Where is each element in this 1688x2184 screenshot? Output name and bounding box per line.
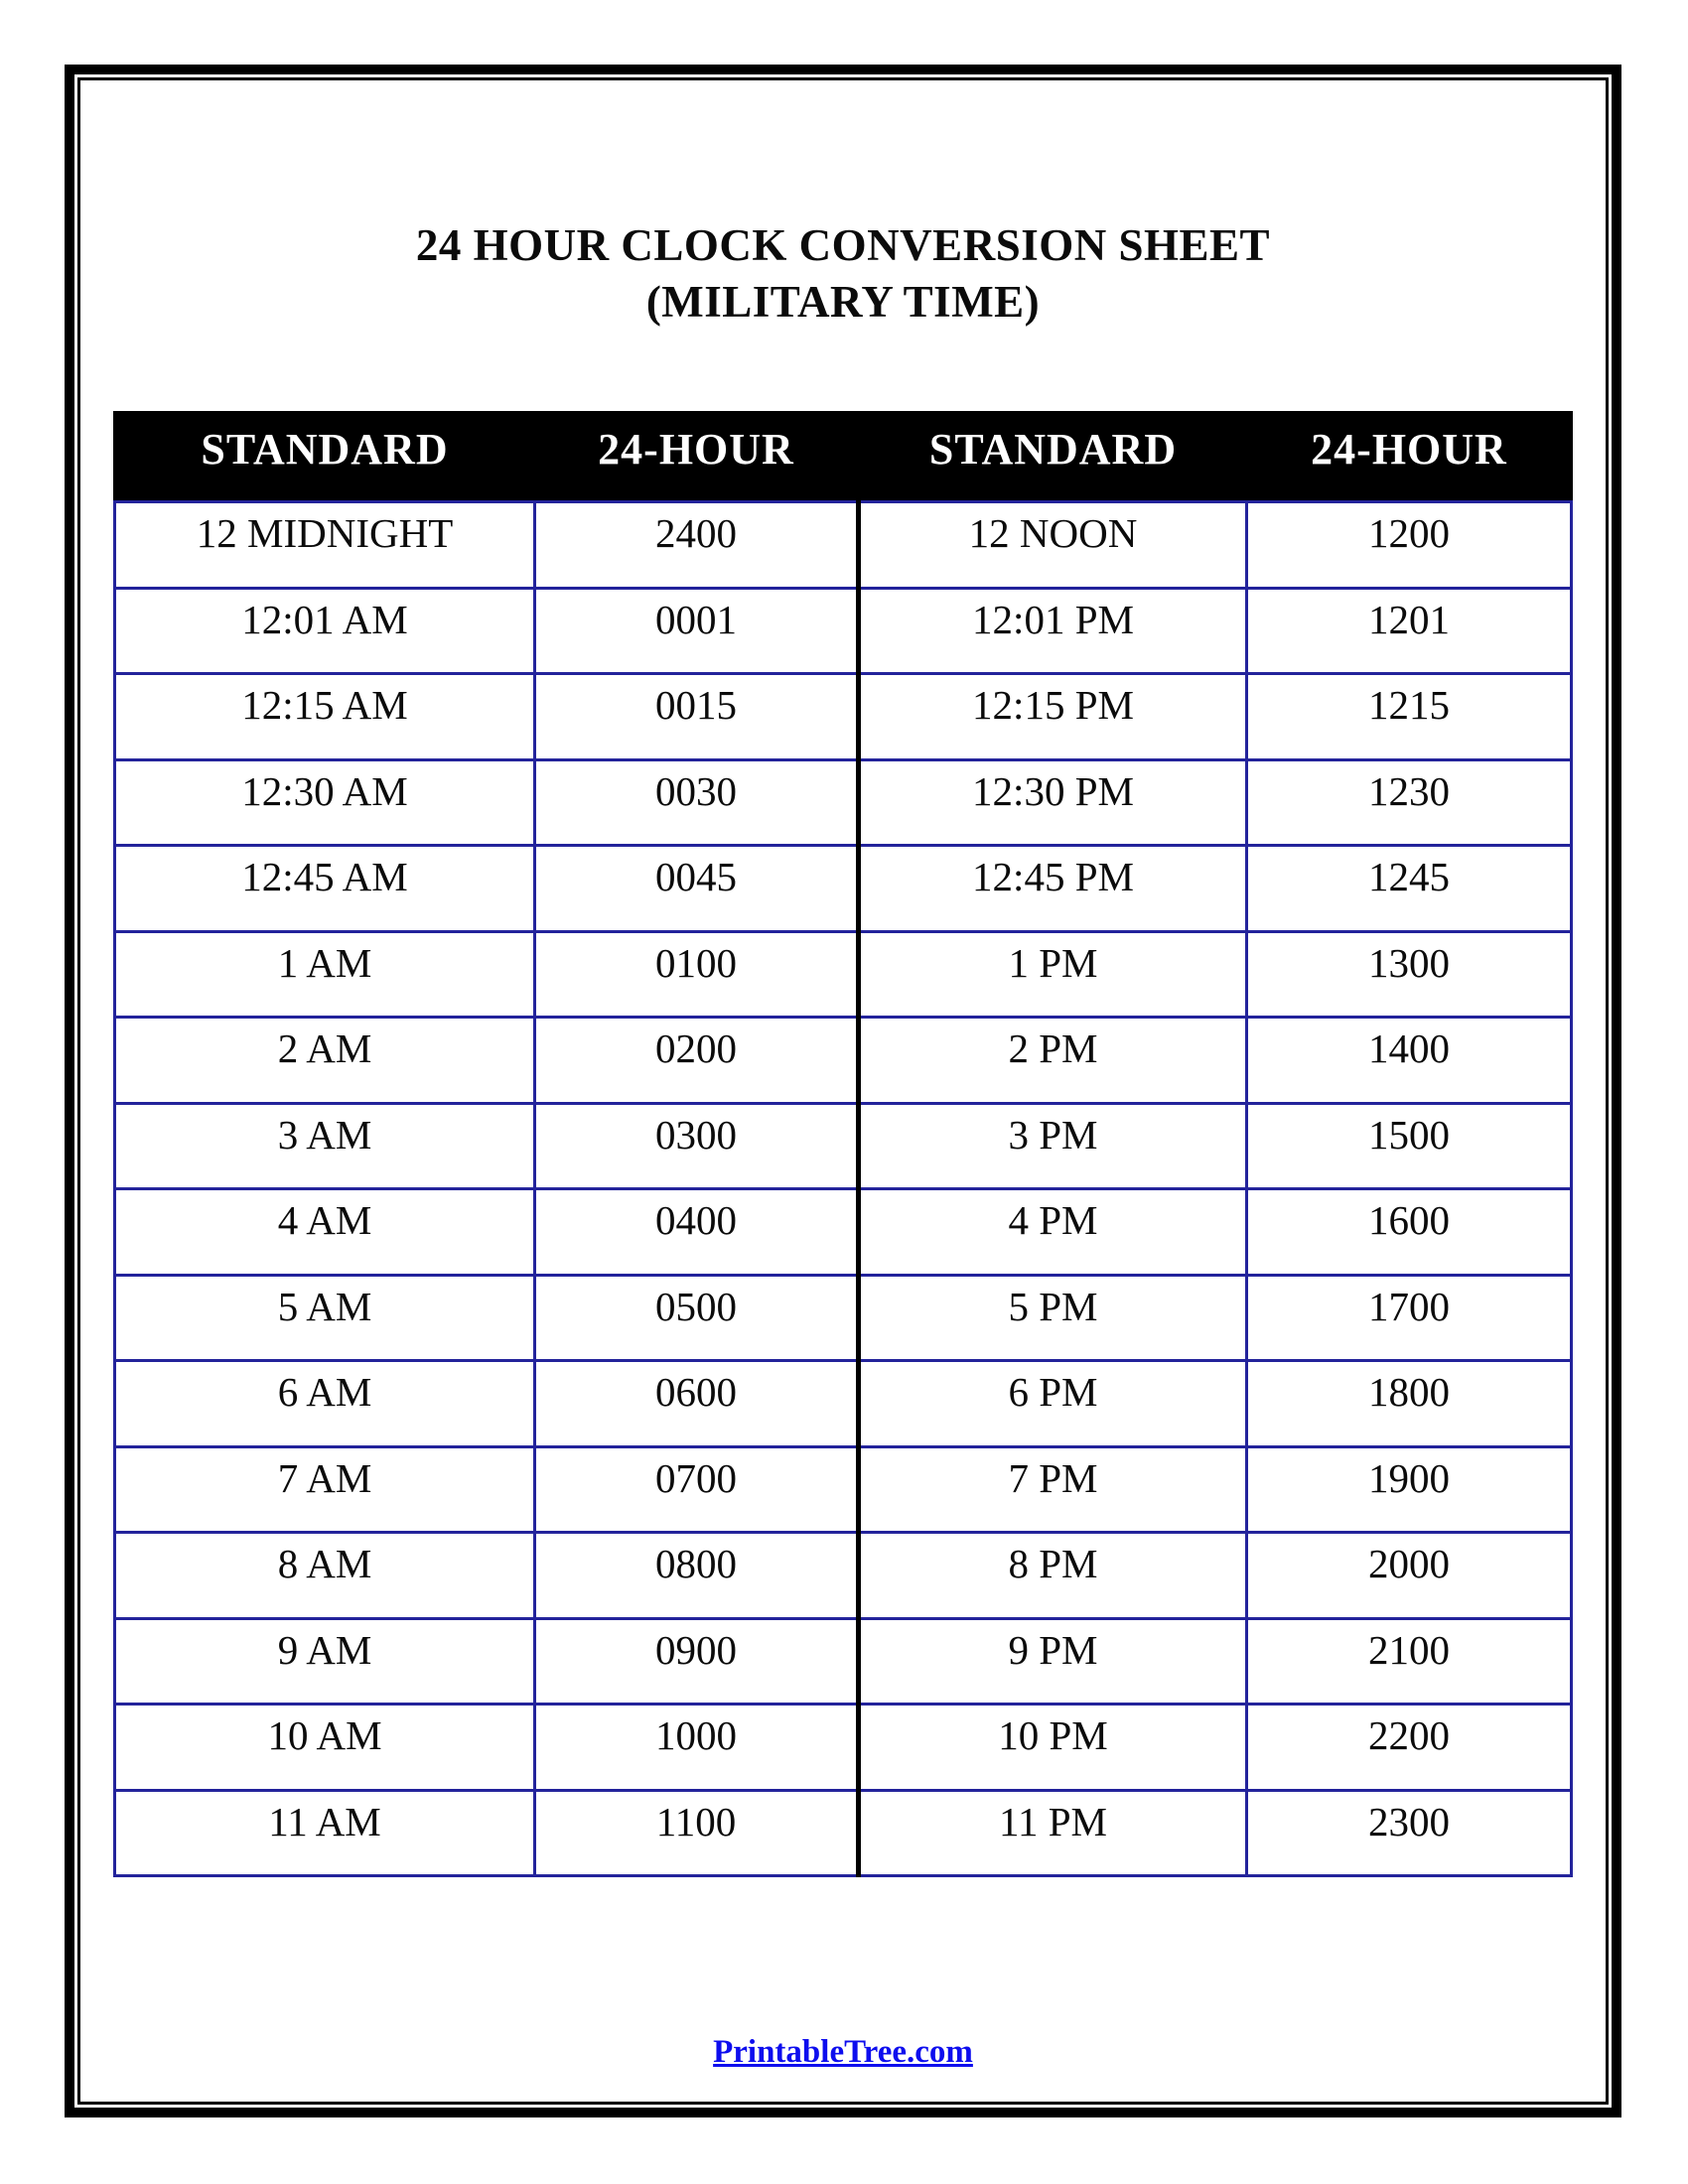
table-cell: 6 PM bbox=[859, 1361, 1247, 1447]
table-cell: 0045 bbox=[535, 846, 859, 932]
table-cell: 1300 bbox=[1247, 931, 1572, 1018]
table-header-row bbox=[115, 413, 1572, 502]
table-cell: 12 NOON bbox=[859, 502, 1247, 589]
table-cell: 0200 bbox=[535, 1018, 859, 1104]
table-cell: 9 AM bbox=[115, 1618, 535, 1705]
table-cell: 5 AM bbox=[115, 1275, 535, 1361]
table-cell: 1500 bbox=[1247, 1103, 1572, 1189]
table-cell: 1400 bbox=[1247, 1018, 1572, 1104]
table-cell: 12:45 PM bbox=[859, 846, 1247, 932]
table-cell: 12:01 PM bbox=[859, 588, 1247, 674]
table-cell: 1700 bbox=[1247, 1275, 1572, 1361]
table-row bbox=[115, 1533, 1572, 1619]
table-row bbox=[115, 1361, 1572, 1447]
printabletree-link[interactable]: PrintableTree.com bbox=[713, 2034, 973, 2070]
table-cell: 1201 bbox=[1247, 588, 1572, 674]
header-24hour-right: 24-HOUR bbox=[1247, 413, 1572, 502]
table-row bbox=[115, 1790, 1572, 1876]
table-cell: 7 PM bbox=[859, 1446, 1247, 1533]
table-cell: 12:45 AM bbox=[115, 846, 535, 932]
table-cell: 8 AM bbox=[115, 1533, 535, 1619]
table-cell: 10 PM bbox=[859, 1705, 1247, 1791]
table-row bbox=[115, 931, 1572, 1018]
page-border-inner-line bbox=[77, 77, 1609, 2105]
table-cell: 4 PM bbox=[859, 1189, 1247, 1276]
table-cell: 1 AM bbox=[115, 931, 535, 1018]
table-cell: 0600 bbox=[535, 1361, 859, 1447]
table-cell: 0500 bbox=[535, 1275, 859, 1361]
table-cell: 2300 bbox=[1247, 1790, 1572, 1876]
header-24hour-left: 24-HOUR bbox=[535, 413, 859, 502]
table-cell: 8 PM bbox=[859, 1533, 1247, 1619]
table-row bbox=[115, 1018, 1572, 1104]
conversion-table bbox=[113, 411, 1573, 1877]
table-cell: 2100 bbox=[1247, 1618, 1572, 1705]
footer bbox=[80, 2034, 1606, 2071]
page-title bbox=[80, 217, 1606, 331]
table-row bbox=[115, 1705, 1572, 1791]
table-cell: 11 PM bbox=[859, 1790, 1247, 1876]
table-cell: 2 AM bbox=[115, 1018, 535, 1104]
table-cell: 12 MIDNIGHT bbox=[115, 502, 535, 589]
table-cell: 1100 bbox=[535, 1790, 859, 1876]
table-cell: 7 AM bbox=[115, 1446, 535, 1533]
table-cell: 11 AM bbox=[115, 1790, 535, 1876]
table-cell: 0700 bbox=[535, 1446, 859, 1533]
table-cell: 12:15 PM bbox=[859, 674, 1247, 760]
table-cell: 3 PM bbox=[859, 1103, 1247, 1189]
table-cell: 1 PM bbox=[859, 931, 1247, 1018]
table-row bbox=[115, 1189, 1572, 1276]
table-cell: 1900 bbox=[1247, 1446, 1572, 1533]
table-cell: 0001 bbox=[535, 588, 859, 674]
table-cell: 2200 bbox=[1247, 1705, 1572, 1791]
table-cell: 0030 bbox=[535, 759, 859, 846]
table-cell: 12:15 AM bbox=[115, 674, 535, 760]
table-cell: 1600 bbox=[1247, 1189, 1572, 1276]
table-row bbox=[115, 1275, 1572, 1361]
table-cell: 0300 bbox=[535, 1103, 859, 1189]
table-cell: 12:01 AM bbox=[115, 588, 535, 674]
table-cell: 0800 bbox=[535, 1533, 859, 1619]
table-cell: 1245 bbox=[1247, 846, 1572, 932]
table-row bbox=[115, 1446, 1572, 1533]
table-row bbox=[115, 1103, 1572, 1189]
table-cell: 3 AM bbox=[115, 1103, 535, 1189]
table-cell: 1230 bbox=[1247, 759, 1572, 846]
header-standard-right: STANDARD bbox=[859, 413, 1247, 502]
table-cell: 0900 bbox=[535, 1618, 859, 1705]
table-cell: 0100 bbox=[535, 931, 859, 1018]
table-row bbox=[115, 588, 1572, 674]
table-cell: 2400 bbox=[535, 502, 859, 589]
table-row bbox=[115, 846, 1572, 932]
table-cell: 5 PM bbox=[859, 1275, 1247, 1361]
table-cell: 1215 bbox=[1247, 674, 1572, 760]
header-standard-left: STANDARD bbox=[115, 413, 535, 502]
table-cell: 1800 bbox=[1247, 1361, 1572, 1447]
table-cell: 6 AM bbox=[115, 1361, 535, 1447]
table-cell: 2 PM bbox=[859, 1018, 1247, 1104]
page-border-frame bbox=[65, 65, 1621, 2117]
table-cell: 10 AM bbox=[115, 1705, 535, 1791]
table-cell: 0400 bbox=[535, 1189, 859, 1276]
table-cell: 12:30 AM bbox=[115, 759, 535, 846]
table-row bbox=[115, 1618, 1572, 1705]
table-cell: 4 AM bbox=[115, 1189, 535, 1276]
table-cell: 1200 bbox=[1247, 502, 1572, 589]
page-title-line2: (MILITARY TIME) bbox=[645, 277, 1041, 327]
table-row bbox=[115, 759, 1572, 846]
page-title-line1: 24 HOUR CLOCK CONVERSION SHEET bbox=[415, 220, 1271, 270]
table-cell: 1000 bbox=[535, 1705, 859, 1791]
table-cell: 2000 bbox=[1247, 1533, 1572, 1619]
table-cell: 12:30 PM bbox=[859, 759, 1247, 846]
table-row bbox=[115, 502, 1572, 589]
table-cell: 9 PM bbox=[859, 1618, 1247, 1705]
table-row bbox=[115, 674, 1572, 760]
table-cell: 0015 bbox=[535, 674, 859, 760]
